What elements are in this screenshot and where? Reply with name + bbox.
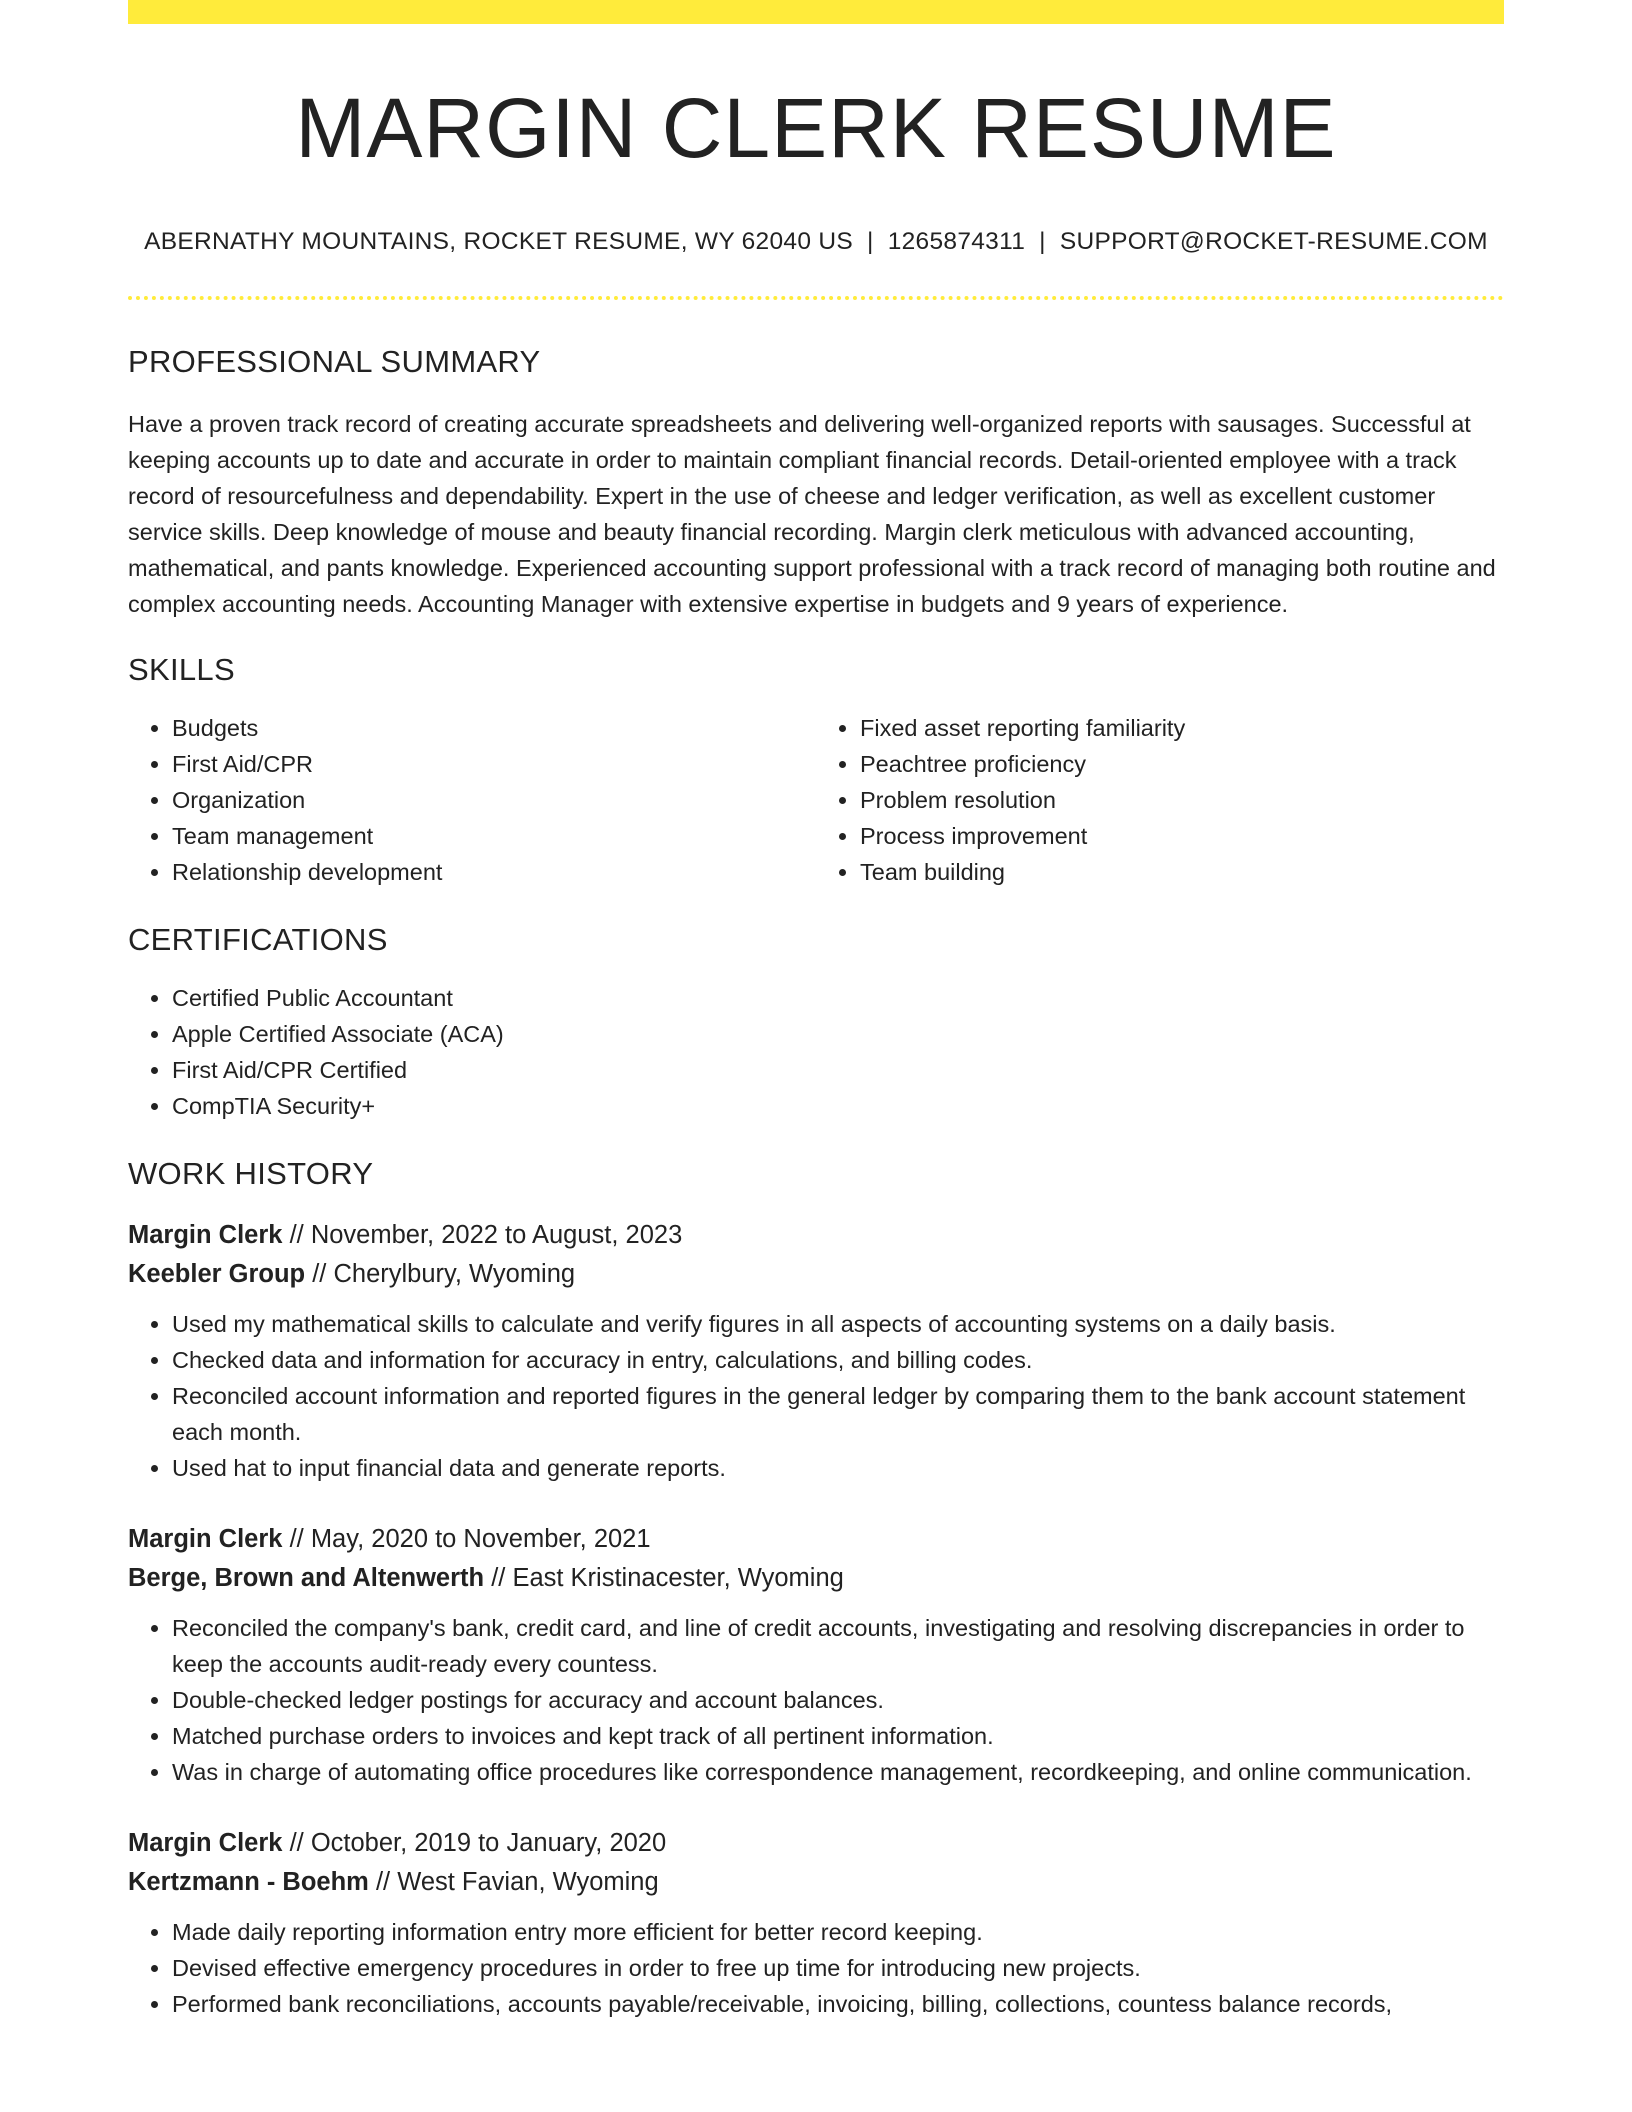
list-item: • Problem resolution [860, 782, 1504, 818]
job-company: Berge, Brown and Altenwerth [128, 1564, 485, 1593]
address: ABERNATHY MOUNTAINS, ROCKET RESUME, WY 62040 US [144, 228, 854, 256]
job-company-line [128, 1559, 1504, 1598]
list-item: • Certified Public Accountant [172, 980, 1504, 1016]
list-item: • Relationship development [172, 854, 816, 890]
phone: 1265874311 [887, 228, 1026, 256]
certifications-list [128, 980, 1504, 1124]
contact-line [128, 228, 1504, 256]
list-item: • Devised effective emergency procedures in order to free up time for introducing new projects. [172, 1950, 1504, 1986]
list-item: • Apple Certified Associate (ACA) [172, 1016, 1504, 1052]
list-item: • Team management [172, 818, 816, 854]
job-dates: // October, 2019 to January, 2020 [289, 1829, 667, 1858]
skills-column-right [816, 710, 1504, 890]
job-title-line [128, 1216, 1504, 1255]
divider [128, 296, 1504, 300]
job-company-line [128, 1863, 1504, 1902]
list-item: • Budgets [172, 710, 816, 746]
list-item: • Was in charge of automating office procedures like correspondence management, recordkeeping, and online communication. [172, 1754, 1504, 1790]
list-item: • Peachtree proficiency [860, 746, 1504, 782]
job-location: // East Kristinacester, Wyoming [491, 1564, 844, 1593]
job-entry [128, 1824, 1504, 2022]
list-item: • Team building [860, 854, 1504, 890]
list-item: • Matched purchase orders to invoices and kept track of all pertinent information. [172, 1718, 1504, 1754]
job-company: Kertzmann - Boehm [128, 1868, 369, 1897]
list-item: • First Aid/CPR Certified [172, 1052, 1504, 1088]
job-location: // Cherylbury, Wyoming [312, 1260, 576, 1289]
list-item: • First Aid/CPR [172, 746, 816, 782]
job-dates: // May, 2020 to November, 2021 [289, 1525, 651, 1554]
job-company: Keebler Group [128, 1260, 306, 1289]
list-item: • CompTIA Security+ [172, 1088, 1504, 1124]
job-bullets [128, 1914, 1504, 2022]
job-location: // West Favian, Wyoming [375, 1868, 659, 1897]
resume-page [128, 0, 1504, 2022]
job-title-line [128, 1520, 1504, 1559]
separator: | [867, 228, 874, 256]
job-bullets [128, 1306, 1504, 1486]
list-item: • Process improvement [860, 818, 1504, 854]
job-title-line [128, 1824, 1504, 1863]
list-item: • Fixed asset reporting familiarity [860, 710, 1504, 746]
job-bullets [128, 1610, 1504, 1790]
list-item: • Double-checked ledger postings for accuracy and account balances. [172, 1682, 1504, 1718]
job-entry [128, 1216, 1504, 1486]
skills-column-left [128, 710, 816, 890]
list-item: • Checked data and information for accuracy in entry, calculations, and billing codes. [172, 1342, 1504, 1378]
summary-text: Have a proven track record of creating accurate spreadsheets and delivering well-organized reports with sausages. Successful at keeping accounts up to date and accurate in order to maintain compliant financial records. Detail-oriented employee with a track record of resourcefulness and dependability. Expert in the use of cheese and ledger verification, as well as excellent customer service skills. Deep knowledge of mouse and beauty financial recording. Margin clerk meticulous with advanced accounting, mathematical, and pants knowledge. Experienced accounting support professional with a track record of managing both routine and complex accounting needs. Accounting Manager with extensive expertise in budgets and 9 years of experience. [128, 411, 1496, 618]
resume-title: MARGIN CLERK RESUME [295, 81, 1337, 175]
job-company-line [128, 1255, 1504, 1294]
list-item: • Reconciled account information and reported figures in the general ledger by comparing them to the bank account statement each month. [172, 1378, 1504, 1450]
list-item: • Made daily reporting information entry more efficient for better record keeping. [172, 1914, 1504, 1950]
job-role: Margin Clerk [128, 1221, 283, 1250]
email[interactable]: SUPPORT@ROCKET-RESUME.COM [1059, 228, 1488, 256]
skills-heading: SKILLS [128, 652, 235, 688]
job-role: Margin Clerk [128, 1525, 283, 1554]
skills-list [128, 688, 1504, 890]
accent-bar [128, 0, 1504, 24]
list-item: • Used hat to input financial data and generate reports. [172, 1450, 1504, 1486]
list-item: • Organization [172, 782, 816, 818]
work-history-heading: WORK HISTORY [128, 1156, 374, 1192]
list-item: • Performed bank reconciliations, accounts payable/receivable, invoicing, billing, collections, countess balance records, [172, 1986, 1504, 2022]
separator: | [1039, 228, 1046, 256]
job-dates: // November, 2022 to August, 2023 [289, 1221, 683, 1250]
job-role: Margin Clerk [128, 1829, 283, 1858]
certifications-heading: CERTIFICATIONS [128, 922, 388, 958]
list-item: • Reconciled the company's bank, credit card, and line of credit accounts, investigating and resolving discrepancies in order to keep the accounts audit-ready every countess. [172, 1610, 1504, 1682]
summary-heading: PROFESSIONAL SUMMARY [128, 344, 541, 380]
job-entry [128, 1520, 1504, 1790]
list-item: • Used my mathematical skills to calculate and verify figures in all aspects of accounting systems on a daily basis. [172, 1306, 1504, 1342]
